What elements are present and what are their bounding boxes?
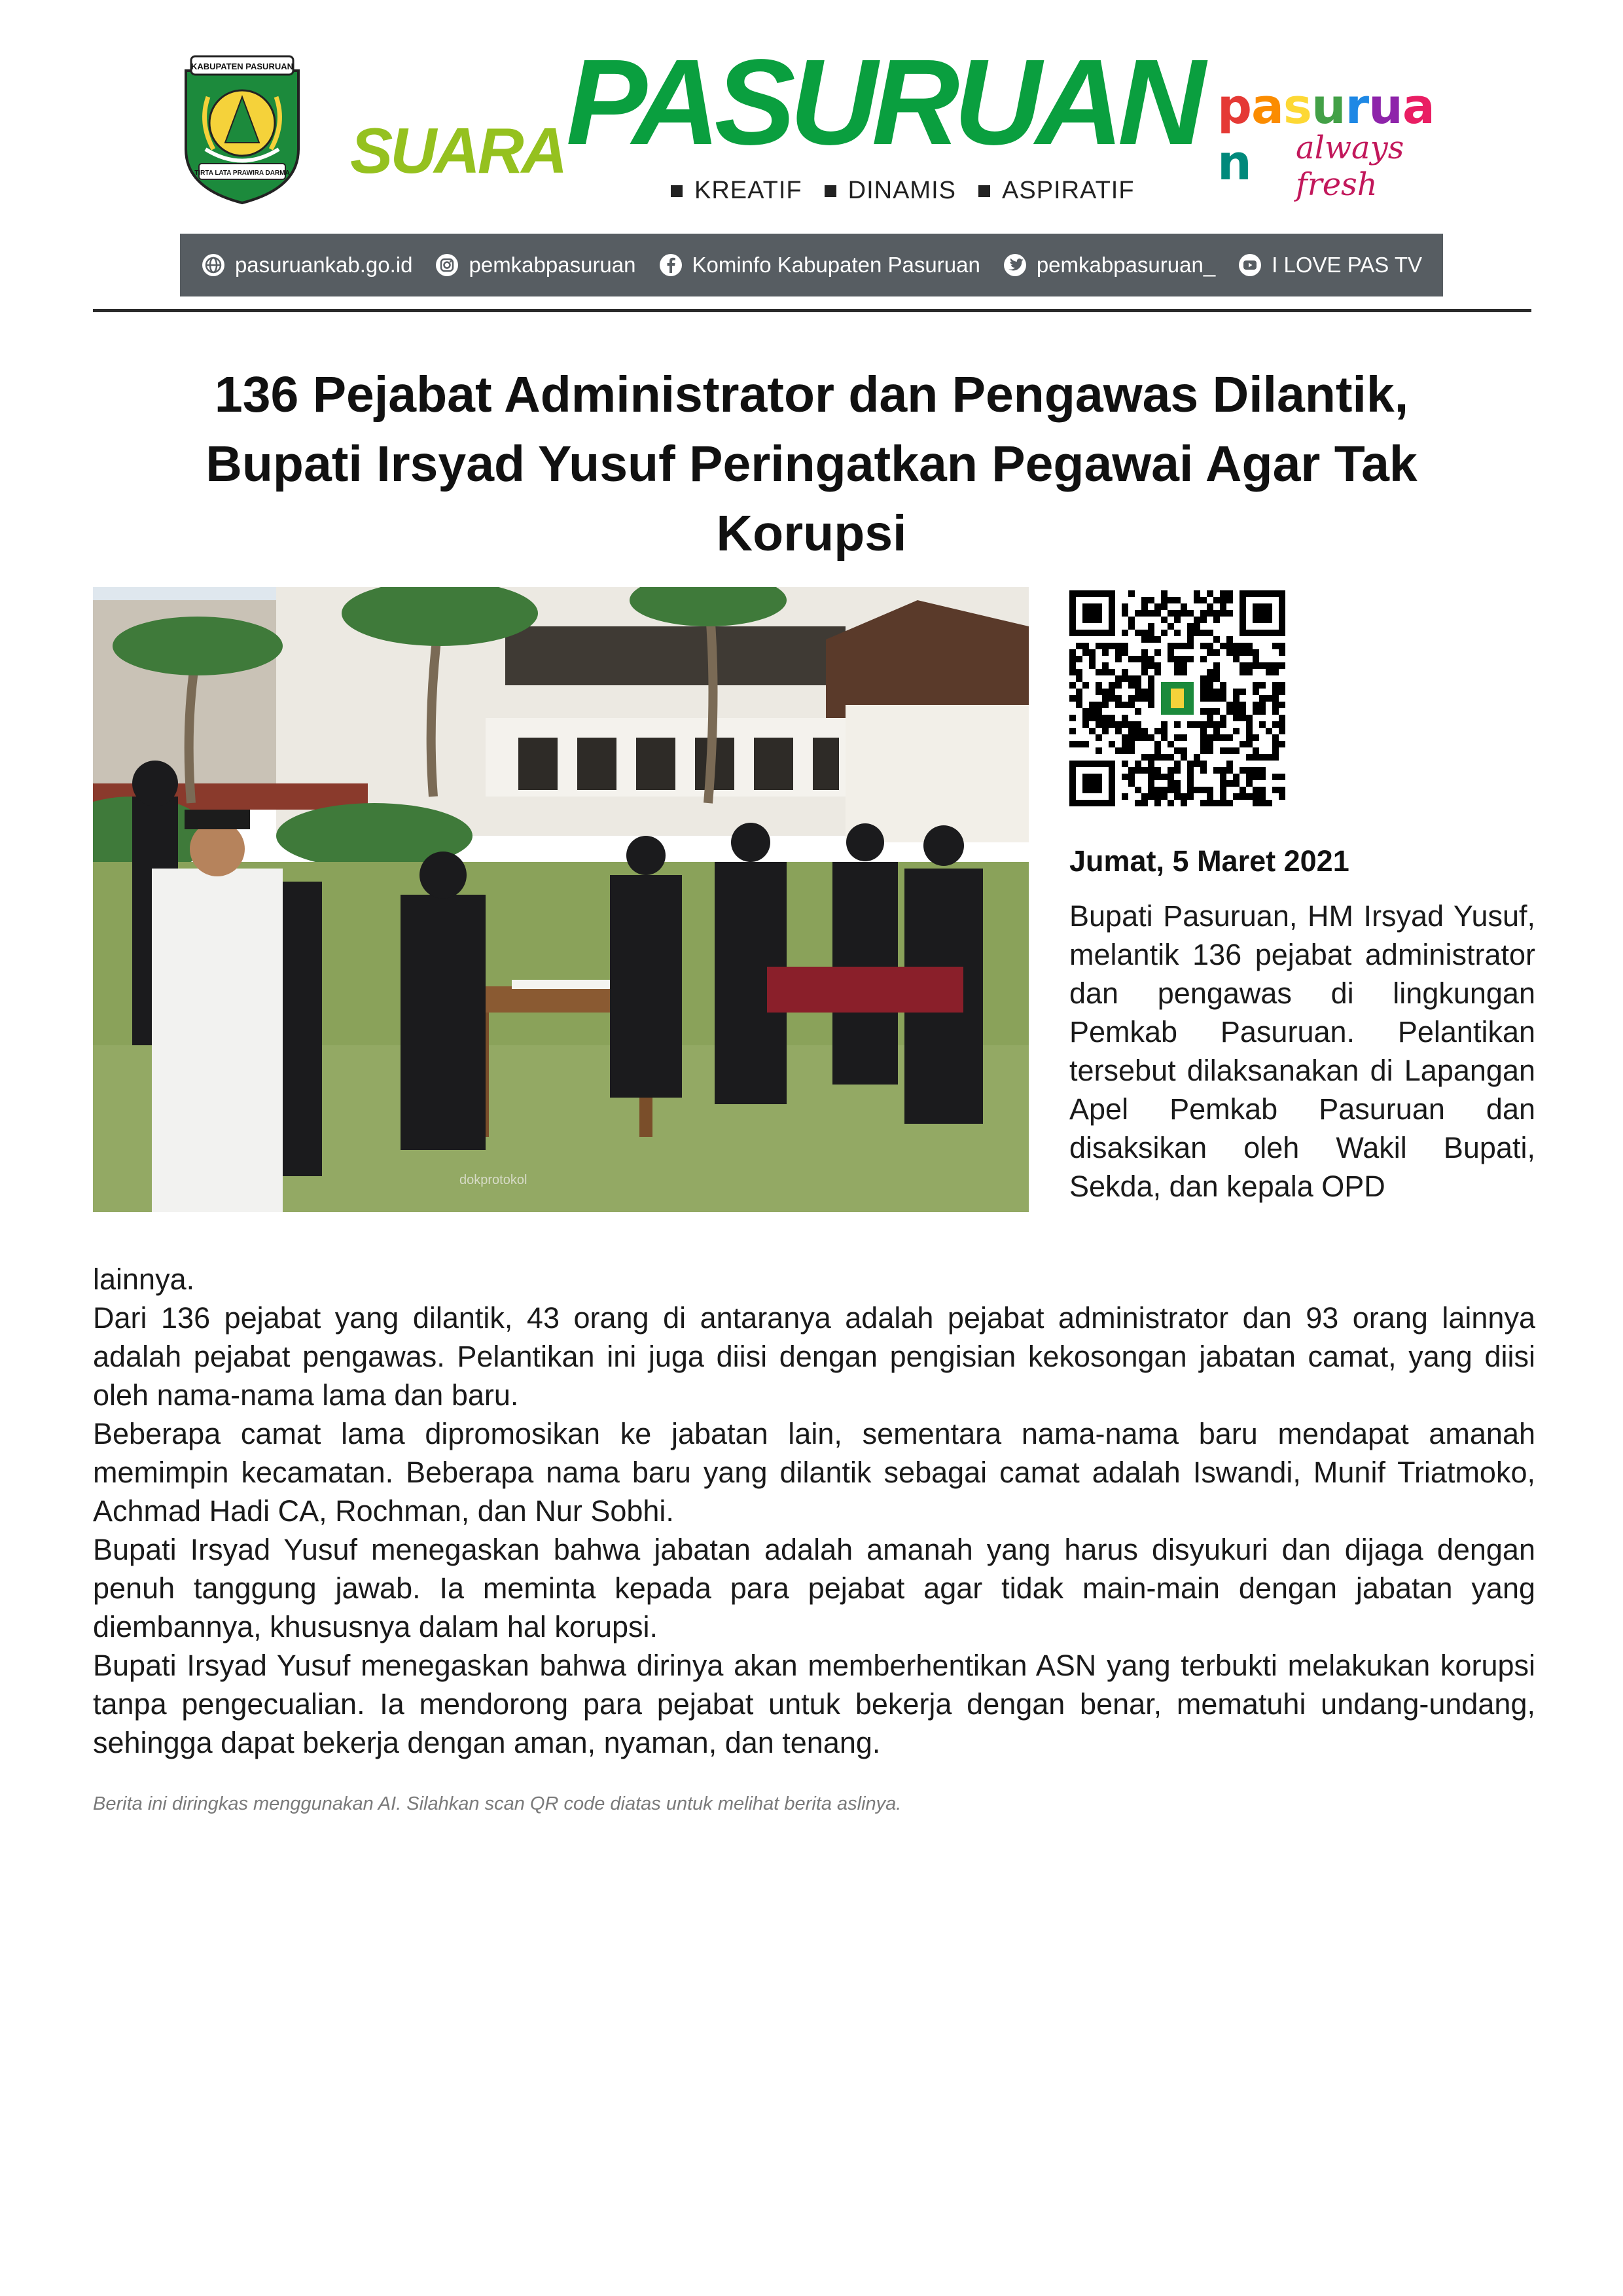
tagline-item: KREATIF: [671, 177, 802, 205]
brand-name: PASURUAN: [566, 35, 1200, 170]
tagline-item: ASPIRATIF: [978, 177, 1135, 205]
body-paragraph: Beberapa camat lama dipromosikan ke jabatan lain, sementara nama-nama baru mendapat amanah memimpin kecamatan. Beberapa nama baru yang dilantik sebagai camat adalah Iswandi, Munif Triatmoko, Achmad Hadi CA, Rochman, dan Nur Sobhi.: [93, 1417, 1535, 1528]
article-photo: [93, 587, 1029, 1212]
body-paragraph: Bupati Irsyad Yusuf menegaskan bahwa dirinya akan memberhentikan ASN yang terbukti melakukan korupsi tanpa pengecualian. Ia mendorong para pejabat untuk bekerja dengan benar, mematuhi undang-undang, sehingga dapat bekerja dengan aman, nyaman, dan tenang.: [93, 1649, 1535, 1759]
title-line: Korupsi: [716, 505, 907, 562]
article-body: [93, 1260, 1535, 1762]
social-label: I LOVE PAS TV: [1272, 253, 1423, 277]
body-paragraph: Bupati Irsyad Yusuf menegaskan bahwa jabatan adalah amanah yang harus disyukuri dan dijaga dengan penuh tanggung jawab. Ia meminta kepada para pejabat agar tidak main-main dengan jabatan yang diembannya, khususnya dalam hal korupsi.: [93, 1533, 1535, 1643]
social-label: pasuruankab.go.id: [234, 253, 413, 277]
article-lead-paragraph: Bupati Pasuruan, HM Irsyad Yusuf, melantik 136 pejabat administrator dan pengawas di lingkungan Pemkab Pasuruan. Pelantikan tersebut dilaksanakan di Lapangan Apel Pemkab Pasuruan dan disaksikan oleh Wakil Bupati, Sekda, dan kepala OPD: [1069, 899, 1535, 1203]
social-facebook-link[interactable]: [658, 253, 980, 278]
social-label: pemkabpasuruan_: [1036, 253, 1216, 277]
title-line: 136 Pejabat Administrator dan Pengawas Dilantik,: [214, 367, 1409, 423]
title-line: Bupati Irsyad Yusuf Peringatkan Pegawai Agar Tak: [205, 436, 1418, 492]
twitter-icon: [1003, 253, 1027, 278]
globe-icon: [201, 253, 226, 278]
body-paragraph: Dari 136 pejabat yang dilantik, 43 orang di antaranya adalah pejabat administrator dan 93 orang lainnya adalah pejabat pengawas. Pelantikan ini juga diisi dengan pengisian kekosongan jabatan camat, yang diisi oleh nama-nama lama dan baru.: [93, 1301, 1535, 1412]
header-divider: [93, 309, 1531, 312]
facebook-icon: [658, 253, 683, 278]
ai-summary-footnote: Berita ini diringkas menggunakan AI. Silahkan scan QR code diatas untuk melihat berita aslinya.: [93, 1793, 902, 1814]
social-media-bar: [180, 234, 1443, 296]
article-title: [131, 360, 1492, 568]
brand-tagline: [671, 177, 1135, 205]
suara-pasuruan-logo: [344, 35, 1200, 209]
photo-watermark: dokprotokol: [459, 1173, 527, 1187]
crest-motto-text: TIRTA LATA PRAWIRA DARMA: [194, 170, 290, 177]
body-paragraph: lainnya.: [93, 1263, 195, 1296]
tagline-item: DINAMIS: [825, 177, 956, 205]
social-twitter-link[interactable]: [1003, 253, 1215, 278]
article-date: Jumat, 5 Maret 2021: [1069, 844, 1349, 878]
article-qr-code[interactable]: [1069, 590, 1285, 806]
instagram-icon: [435, 253, 459, 278]
social-instagram-link[interactable]: [435, 253, 635, 278]
pasuruan-always-fresh-logo: [1217, 79, 1453, 203]
social-label: Kominfo Kabupaten Pasuruan: [692, 253, 980, 277]
brand-prefix: SUARA: [350, 115, 565, 187]
social-website-link[interactable]: [201, 253, 413, 278]
regency-crest-logo: [179, 51, 305, 206]
social-youtube-link[interactable]: [1238, 253, 1422, 278]
tourism-logo-word: pasuruan: [1217, 79, 1435, 191]
crest-top-text: KABUPATEN PASURUAN: [191, 62, 293, 71]
tourism-logo-sub: always fresh: [1296, 130, 1404, 203]
youtube-icon: [1238, 253, 1262, 278]
social-label: pemkabpasuruan: [469, 253, 636, 277]
